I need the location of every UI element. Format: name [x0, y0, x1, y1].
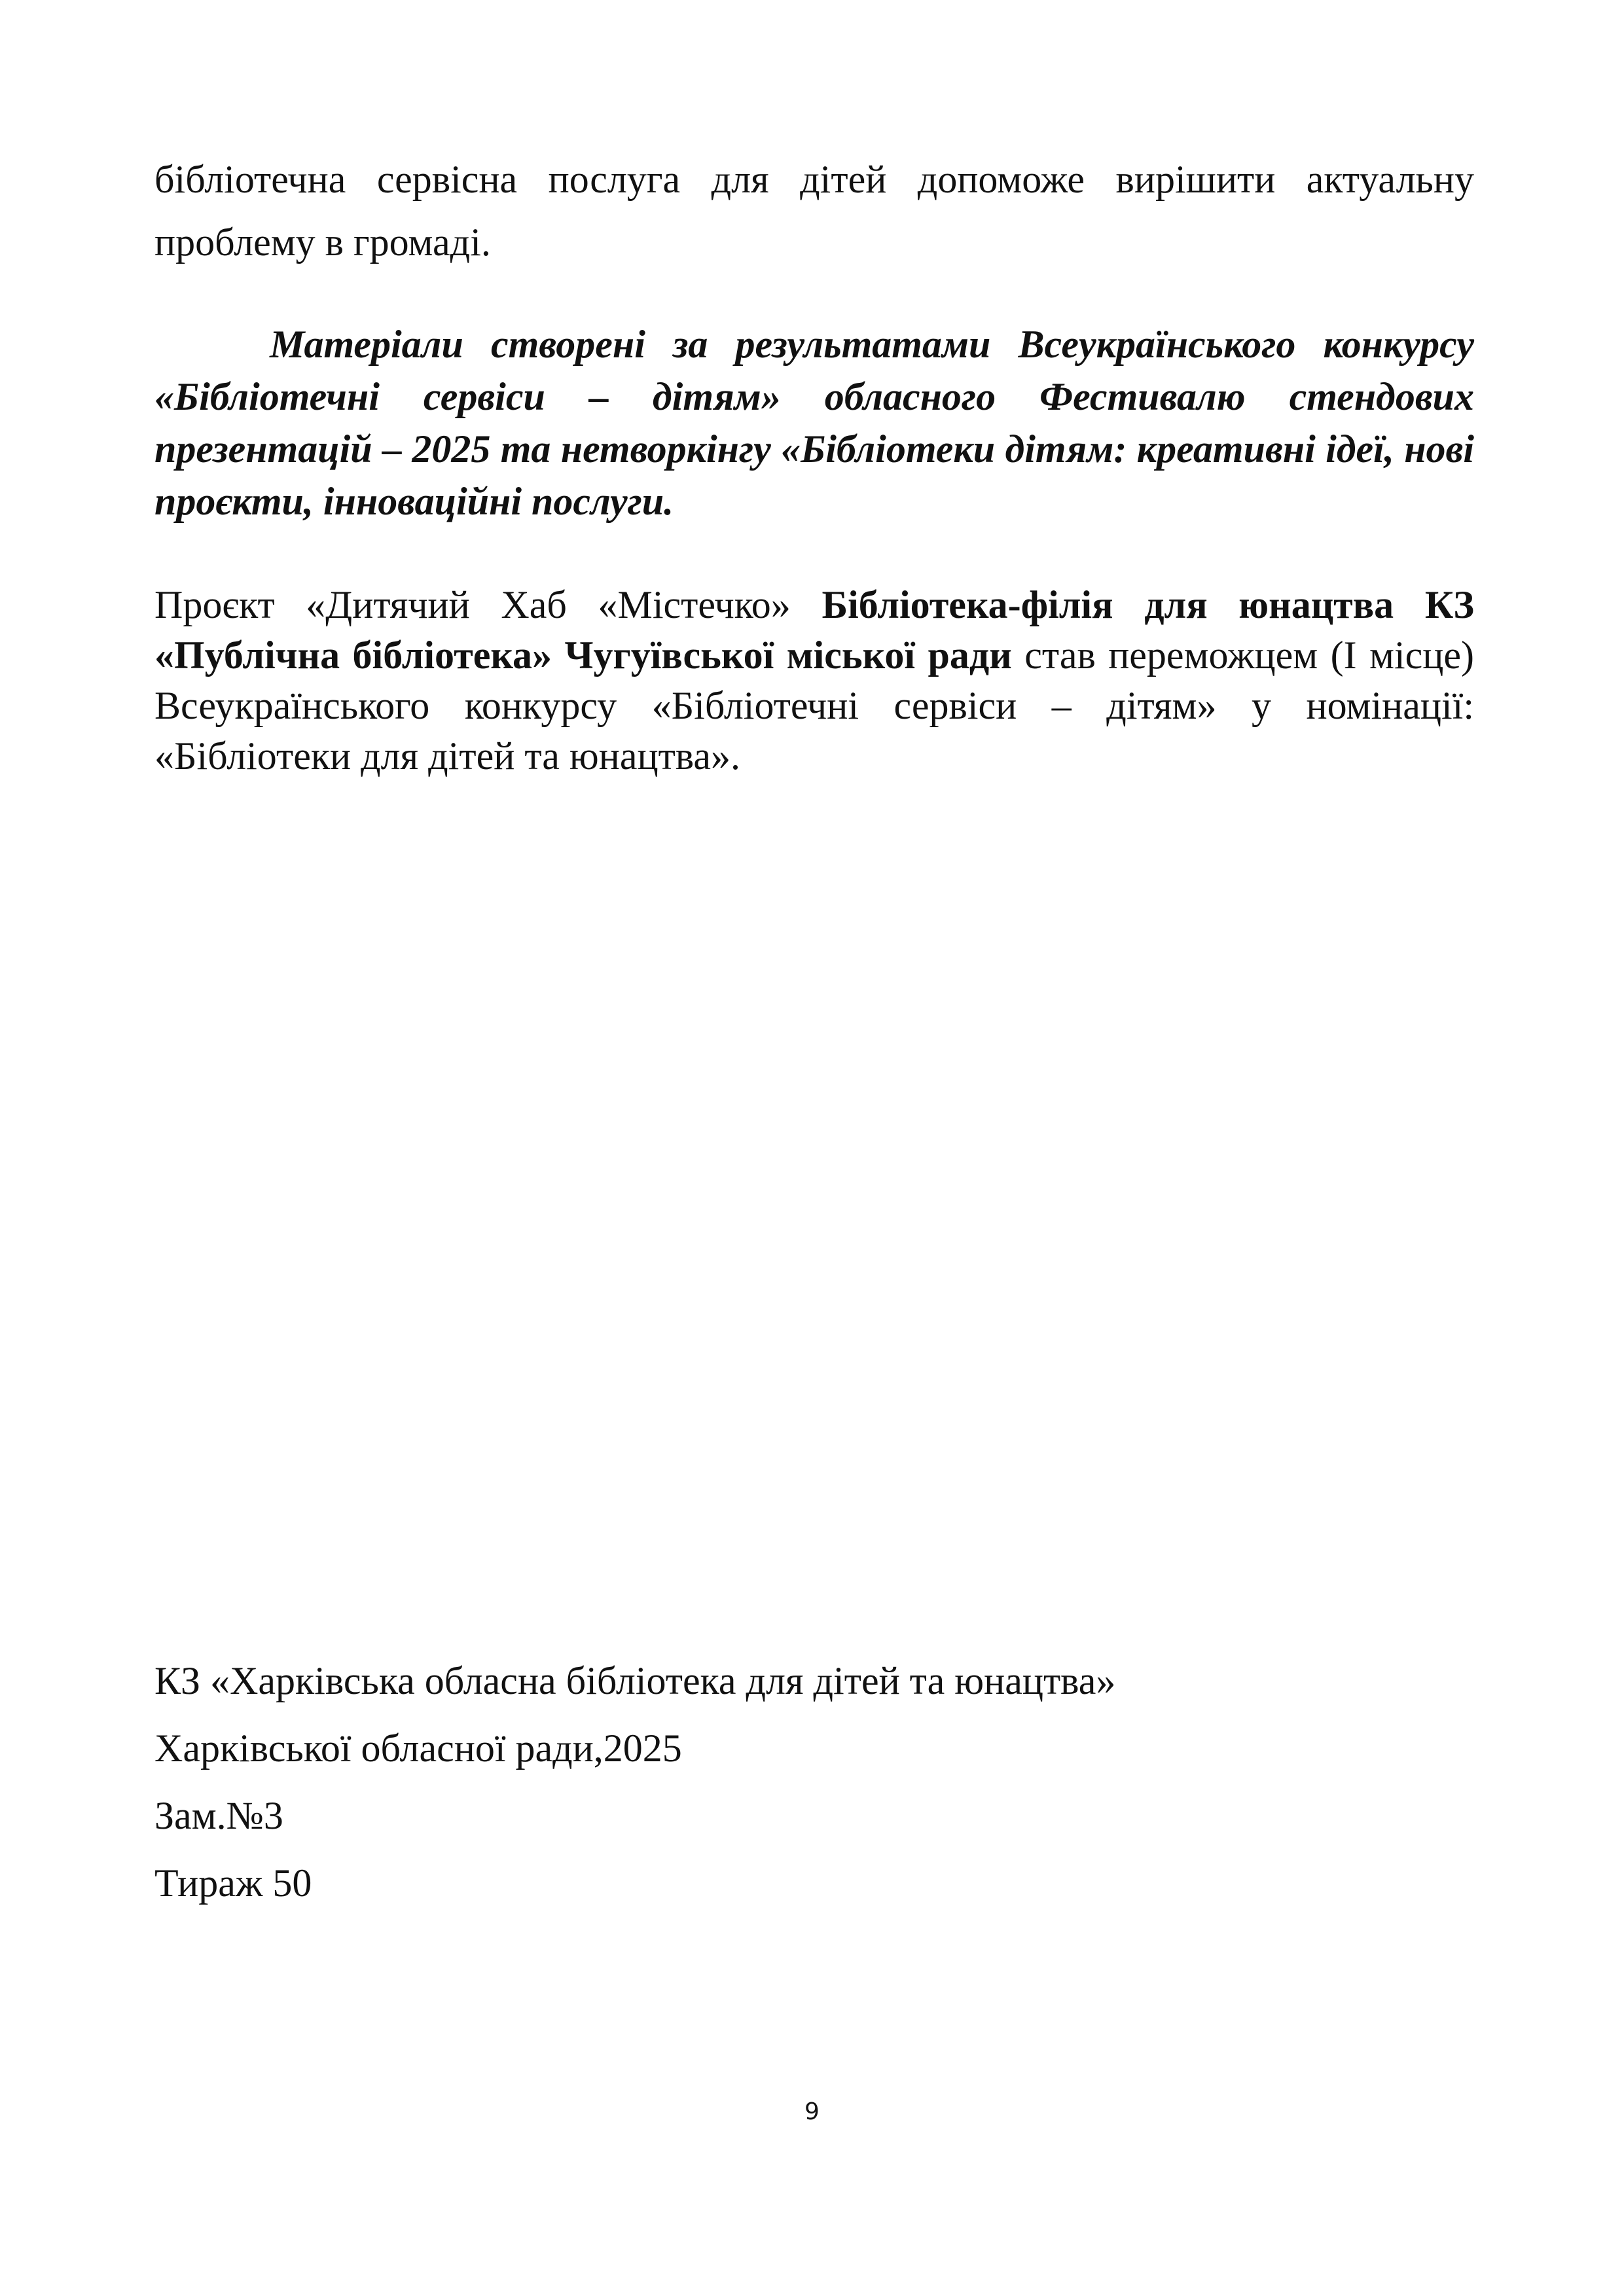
page-number: 9 — [804, 2098, 820, 2125]
intro-text: бібліотечна сервісна послуга для дітей допоможе вирішити актуальну проблему в громаді. — [154, 158, 1474, 264]
project-paragraph — [154, 580, 1474, 781]
materials-note-paragraph — [154, 318, 1474, 528]
project-suffix: став переможцем (І місце) Всеукраїнського конкурсу «Бібліотечні сервіси – дітям» у номінації: «Бібліотеки для дітей та юнацтва». — [154, 634, 1474, 778]
project-institution: Бібліотека-філія для юнацтва КЗ «Публічна бібліотека» Чугуївської міської ради — [154, 583, 1474, 677]
materials-note-text: Матеріали створені за результатами Всеукраїнського конкурсу «Бібліотечні сервіси – дітям» обласного Фестивалю стендових презентацій – 2025 та нетворкінгу «Бібліотеки дітям: креативні ідеї, нові проєкти, інноваційні послуги. — [154, 323, 1474, 523]
imprint-print-run: Тираж 50 — [154, 1861, 312, 1905]
imprint-publisher: КЗ «Харківська обласна бібліотека для дітей та юнацтва» — [154, 1659, 1116, 1702]
intro-paragraph — [154, 148, 1474, 274]
imprint-council-year: Харківської обласної ради,2025 — [154, 1727, 682, 1770]
project-prefix: Проєкт «Дитячий Хаб «Містечко» — [154, 583, 822, 626]
imprint-order-number: Зам.№3 — [154, 1794, 283, 1837]
